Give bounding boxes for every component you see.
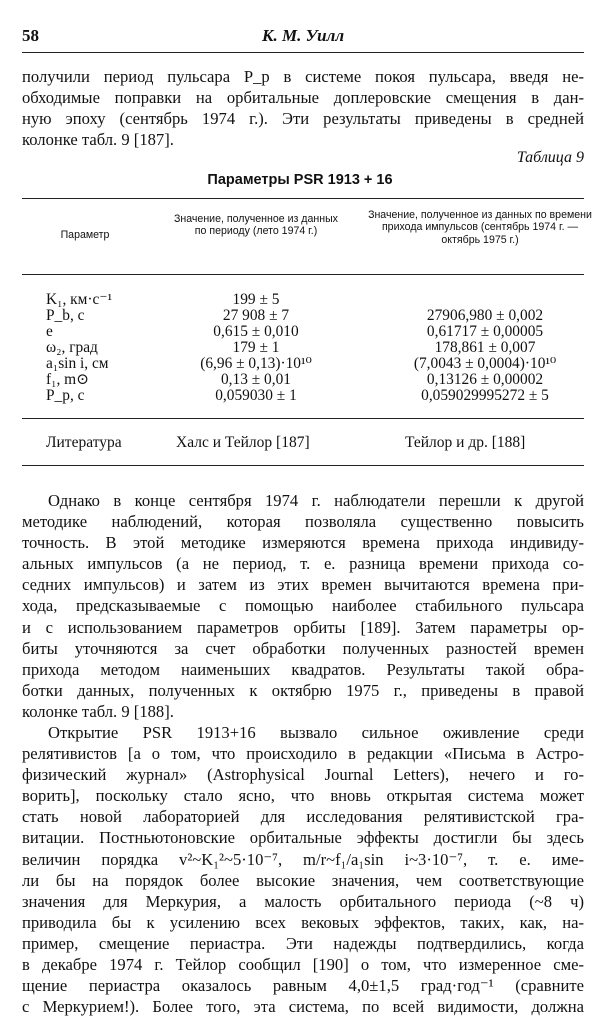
intro-paragraph <box>22 66 584 150</box>
text-line: биты уточняются за счет обработки полученных разностей времен <box>22 638 584 658</box>
cell-value-timing: 0,61717 ± 0,00005 <box>426 323 544 340</box>
table-bottom-rule <box>22 465 584 466</box>
cell-value-period: (6,96 ± 0,13)·10¹⁰ <box>200 355 312 372</box>
text-line: в декабре 1974 г. Тейлор сообщил [190] о том, что измеренное сме- <box>22 955 584 975</box>
header-rule <box>22 52 584 53</box>
cell-value-period: 0,13 ± 0,01 <box>220 371 291 388</box>
text-line: физический журнал» (Astrophysical Journal Letters), нечего и го- <box>22 765 584 785</box>
text-line: с Меркурием!). Более того, эта система, по всей видимости, должна <box>22 997 584 1017</box>
text-line: значения для Меркурия, а малость орбитального периода (~8 ч) <box>22 891 584 911</box>
body-paragraph-1 <box>22 490 584 722</box>
text-line: методике наблюдений, которая позволяла существенно повысить <box>22 512 584 532</box>
running-title: К. М. Уилл <box>261 26 345 45</box>
literature-label: Литература <box>46 434 122 451</box>
text-line: Открытие PSR 1913+16 вызвало сильное оживление среди <box>48 723 584 742</box>
cell-param: f₁, m⊙ <box>46 371 90 388</box>
table-top-rule <box>22 198 584 199</box>
text-line: и с использованием параметров орбиты [189]. Затем параметры ор- <box>22 617 584 637</box>
cell-value-period: 179 ± 1 <box>232 339 280 356</box>
cell-value-period: 0,615 ± 0,010 <box>213 323 299 340</box>
table-title: Параметры PSR 1913 + 16 <box>207 172 393 188</box>
cell-param: e <box>46 323 53 340</box>
page-number: 58 <box>22 26 39 45</box>
table-label: Таблица 9 <box>516 149 584 166</box>
cell-value-period: 27 908 ± 7 <box>222 307 290 324</box>
text-line: альных импульсов (а не период, т. е. разница времени прихода со- <box>22 554 584 574</box>
page-header <box>22 26 584 52</box>
text-line: ли бы на порядок более высокие значения, чем соответствующие <box>22 870 584 890</box>
text-line: пример, смещение периастра. Эти надежды подтвердились, когда <box>22 933 584 953</box>
text-line: величин порядка v²~K₁²~5·10⁻⁷, m/r~f₁/a₁sin i~3·10⁻⁷, т. е. име- <box>22 849 584 869</box>
cell-param: ω₂, град <box>46 339 98 356</box>
text-line: ворить], поскольку стало ясно, что вновь открытая система может <box>22 786 584 806</box>
cell-value-period: 199 ± 5 <box>232 291 280 308</box>
text-line: колонке табл. 9 [188]. <box>22 701 174 721</box>
literature-period: Халс и Тейлор [187] <box>176 434 310 451</box>
cell-value-period: 0,059030 ± 1 <box>215 387 297 404</box>
text-line: Однако в конце сентября 1974 г. наблюдатели перешли к другой <box>48 491 584 510</box>
text-line: ную эпоху (сентябрь 1974 г.). Эти результаты приведены в средней <box>22 109 584 129</box>
cell-value-timing: 178,861 ± 0,007 <box>434 339 536 356</box>
col-header-timing: Значение, полученное из данных по времени прихода импульсов (сентябрь 1974 г. — октябрь 1975 г.) <box>368 209 592 246</box>
col-header-period: Значение, полученное из данных по периоду (лето 1974 г.) <box>174 213 338 238</box>
col-header-parameter: Параметр <box>60 229 110 241</box>
cell-value-timing: (7,0043 ± 0,0004)·10¹⁰ <box>413 355 557 372</box>
cell-param: a₁sin i, см <box>46 355 109 372</box>
cell-value-timing: 27906,980 ± 0,002 <box>426 307 544 324</box>
cell-param: P_p, с <box>46 387 85 404</box>
text-line: точность. В этой методике измеряются времена прихода индивиду- <box>22 533 584 553</box>
cell-param: K₁, км·с⁻¹ <box>46 291 113 308</box>
text-line: колонке табл. 9 [187]. <box>22 130 174 150</box>
table-literature-rule <box>22 418 584 419</box>
text-line: прихода методом наименьших квадратов. Результаты такой обра- <box>22 659 584 679</box>
text-line: релятивистов [а о том, что происходило в редакции «Письма в Астро- <box>22 744 584 764</box>
cell-value-timing: 0,059029995272 ± 5 <box>421 387 549 404</box>
text-line: седних импульсов) и затем из этих времен вычитаются времена при- <box>22 575 584 595</box>
table-header-rule <box>22 274 584 275</box>
cell-param: P_b, с <box>46 307 85 324</box>
text-line: хода, предсказываемые с помощью наиболее стабильного пульсара <box>22 596 584 616</box>
text-line: щение периастра оказалось равным 4,0±1,5 град·год⁻¹ (сравните <box>22 976 584 996</box>
text-line: получили период пульсара P_p в системе покоя пульсара, введя не- <box>22 67 584 86</box>
text-line: стать новой лабораторией для исследования релятивистской гра- <box>22 807 584 827</box>
literature-timing: Тейлор и др. [188] <box>405 434 526 451</box>
text-line: приводила бы к усилению всех вековых эффектов, таких, как, на- <box>22 912 584 932</box>
text-line: обходимые поправки на орбитальные доплеровские смещения в дан- <box>22 88 584 108</box>
body-paragraph-2 <box>22 722 584 1017</box>
cell-value-timing: 0,13126 ± 0,00002 <box>426 371 544 388</box>
text-line: ботки данных, полученных к октябрю 1975 г., приведены в правой <box>22 680 584 700</box>
text-line: витации. Постньютоновские орбитальные эффекты достигли бы здесь <box>22 828 584 848</box>
